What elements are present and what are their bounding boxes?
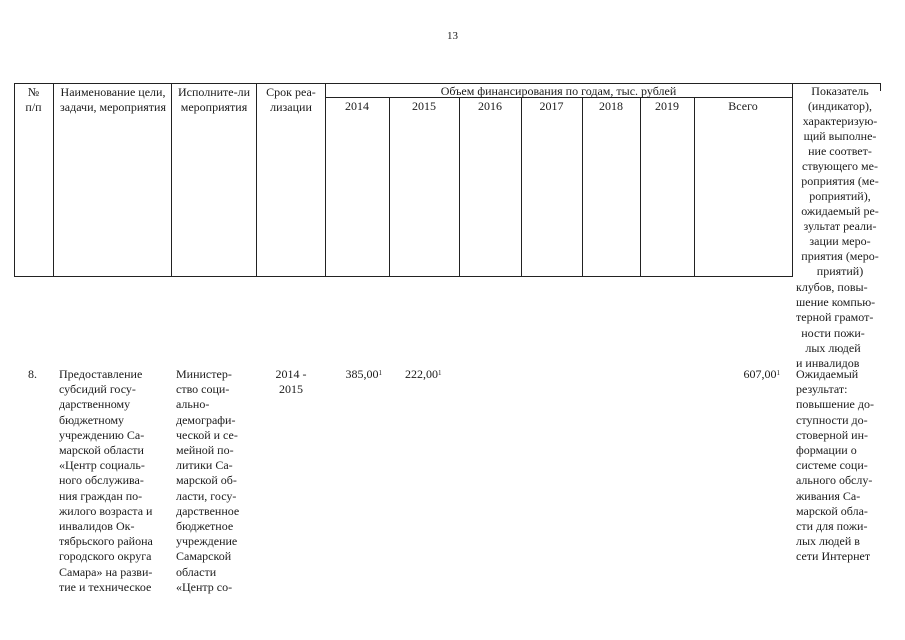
row-executor-line: демографи- xyxy=(176,412,236,427)
row-total xyxy=(694,367,780,382)
header-indicator-line: зультат реали- xyxy=(803,219,877,233)
row-name-line: тие и техническое xyxy=(59,579,152,594)
indicator-carryover-line: лых людей xyxy=(805,340,861,355)
row-executor-line: области xyxy=(176,564,217,579)
row-indicator-line: стоверной ин- xyxy=(796,427,869,442)
header-indicator-line: ние соответ- xyxy=(808,144,872,158)
indicator-carryover-line: и инвалидов xyxy=(796,356,860,371)
row-value-2014-amount: 385,00 xyxy=(345,367,379,381)
grid-col-line xyxy=(459,97,460,277)
header-year-2019: 2019 xyxy=(655,99,679,113)
header-indicator-line: Показатель xyxy=(811,84,869,98)
row-name-line: жилого возраста и xyxy=(59,503,153,518)
row-number: 8. xyxy=(28,367,37,381)
row-value-2015-amount: 222,00 xyxy=(405,367,438,381)
row-indicator-line: сти для пожи- xyxy=(796,519,868,534)
row-executor-line: бюджетное xyxy=(176,519,234,534)
row-indicator-line: марской обла- xyxy=(796,503,868,518)
row-name-line: ния граждан по- xyxy=(59,488,143,503)
header-num-symbol: № xyxy=(27,85,40,99)
row-indicator-line: ального обслу- xyxy=(796,473,873,488)
row-executor-line: литики Са- xyxy=(176,458,233,473)
grid-col-line xyxy=(582,97,583,277)
indicator-carryover-line: ности пожи- xyxy=(801,325,865,340)
row-name-line: дарственному xyxy=(59,397,131,412)
grid-col-line xyxy=(53,83,54,277)
grid-col-line xyxy=(521,97,522,277)
row-executor-line: ческой и се- xyxy=(176,427,238,442)
row-executor-line: ально- xyxy=(176,397,210,412)
row-indicator-line: Ожидаемый xyxy=(796,367,859,381)
row-executors xyxy=(176,367,254,595)
row-executor-line: ство соци- xyxy=(176,382,230,397)
grid-col-line xyxy=(694,97,695,277)
page-number: 13 xyxy=(447,30,458,42)
grid-col-line xyxy=(256,83,257,277)
row-indicator xyxy=(796,367,886,565)
header-indicator-line: приятия (меро- xyxy=(801,249,879,263)
row-executor-line: марской об- xyxy=(176,473,237,488)
header-indicator-line: роприятий), xyxy=(809,189,871,203)
header-indicator-line: зации меро- xyxy=(809,234,871,248)
indicator-carryover-line: шение компью- xyxy=(796,295,876,310)
row-executor-line: Министер- xyxy=(176,367,232,381)
row-executor-line: «Центр со- xyxy=(176,579,233,594)
grid-col-line xyxy=(792,83,793,277)
row-term-end: 2015 xyxy=(279,382,303,397)
header-indicator-line: щий выполне- xyxy=(803,129,877,143)
row-name-line: субсидий госу- xyxy=(59,382,136,397)
header-name: Наименование цели, задачи, мероприятия xyxy=(60,85,166,114)
row-indicator-line: формации о xyxy=(796,443,857,458)
header-indicator-line: (индикатор), xyxy=(807,99,873,113)
row-executor-line: Самарской xyxy=(176,549,232,564)
footnote-mark: 1 xyxy=(776,369,780,377)
row-value-2014 xyxy=(325,367,382,382)
row-indicator-line: ступности до- xyxy=(796,412,868,427)
footnote-mark: 1 xyxy=(378,369,382,377)
header-total: Всего xyxy=(728,99,758,113)
indicator-carryover xyxy=(796,280,884,371)
footnote-mark: 1 xyxy=(438,369,442,377)
row-name-line: ного обслужива- xyxy=(59,473,144,488)
row-indicator-line: результат: xyxy=(796,382,848,397)
row-name-line: «Центр социаль- xyxy=(59,458,145,473)
row-name-line: учреждению Са- xyxy=(59,427,145,442)
indicator-carryover-line: клубов, повы- xyxy=(796,280,868,294)
header-indicator xyxy=(794,84,886,279)
grid-col-line xyxy=(389,97,390,277)
header-year-2018: 2018 xyxy=(599,99,623,113)
row-indicator-line: сети Интернет xyxy=(796,549,871,564)
row-name-line: Предоставление xyxy=(59,367,143,381)
header-year-2017: 2017 xyxy=(539,99,564,113)
header-num-abbr: п/п xyxy=(25,100,42,114)
row-executor-line: мейной по- xyxy=(176,443,234,458)
row-name-line: городского округа xyxy=(59,549,152,564)
row-name-line: марской области xyxy=(59,443,144,458)
header-term: Срок реа-лизации xyxy=(266,85,316,114)
header-executors: Исполните-ли мероприятия xyxy=(177,85,251,114)
header-indicator-line: характеризую- xyxy=(802,114,878,128)
grid-header-bottom-line xyxy=(14,276,792,277)
row-indicator-line: лых людей в xyxy=(796,534,860,549)
row-name-line: инвалидов Ок- xyxy=(59,519,135,534)
row-value-2015 xyxy=(405,367,459,382)
row-total-amount: 607,00 xyxy=(743,367,777,381)
header-indicator-line: приятий) xyxy=(816,264,864,278)
header-indicator-line: роприятия (ме- xyxy=(801,174,879,188)
header-financing: Объем финансирования по годам, тыс. рублей xyxy=(440,84,677,98)
header-year-2014: 2014 xyxy=(345,99,369,113)
row-name-line: бюджетному xyxy=(59,412,125,427)
row-name xyxy=(59,367,165,595)
row-indicator-line: повышение до- xyxy=(796,397,874,412)
header-num-cell xyxy=(14,85,53,115)
row-term-start: 2014 - xyxy=(275,367,307,381)
row-executor-line: ласти, госу- xyxy=(176,488,237,503)
grid-col-line xyxy=(640,97,641,277)
row-executor-line: учреждение xyxy=(176,534,238,549)
grid-col-line xyxy=(171,83,172,277)
row-indicator-line: живания Са- xyxy=(796,488,861,503)
header-indicator-line: ожидаемый ре- xyxy=(801,204,879,218)
header-indicator-line: ствующего ме- xyxy=(802,159,878,173)
row-term xyxy=(258,367,324,397)
row-name-line: Самара» на разви- xyxy=(59,564,153,579)
row-executor-line: дарственное xyxy=(176,503,240,518)
header-year-2015: 2015 xyxy=(412,99,436,113)
indicator-carryover-line: терной грамот- xyxy=(796,310,874,325)
header-year-2016: 2016 xyxy=(478,99,502,113)
row-name-line: тябрьского района xyxy=(59,534,153,549)
row-indicator-line: системе соци- xyxy=(796,458,868,473)
